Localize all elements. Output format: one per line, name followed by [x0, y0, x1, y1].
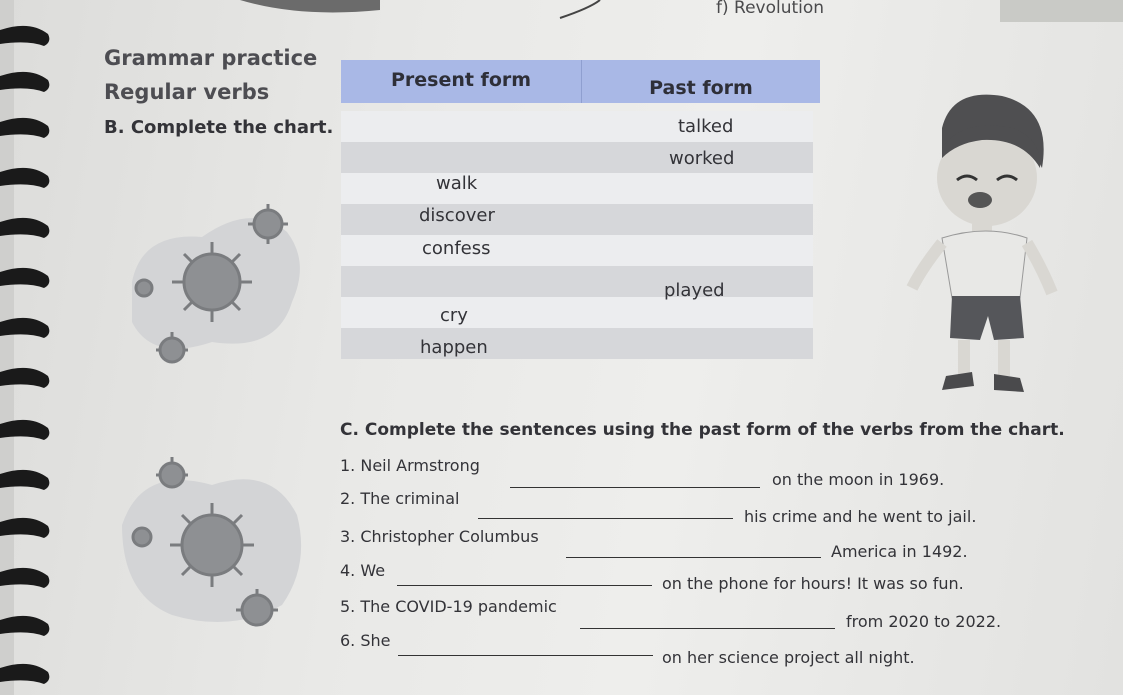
chart-row [341, 297, 813, 328]
sentence-1-end: on the moon in 1969. [772, 470, 945, 489]
present-form-cell: confess [422, 238, 491, 259]
chart-row [341, 204, 813, 235]
present-form-cell: cry [440, 305, 468, 326]
section-c-title: C. Complete the sentences using the past form of the verbs from the chart. [340, 420, 1065, 440]
sentence-3-start: 3. Christopher Columbus [340, 527, 539, 546]
crying-boy-illustration [902, 88, 1062, 398]
chart-row [341, 266, 813, 297]
sentence-5-end: from 2020 to 2022. [846, 612, 1002, 631]
top-strip-decoration [0, 0, 1123, 22]
past-form-header: Past form [581, 60, 820, 103]
sentence-5-blank[interactable] [580, 628, 835, 629]
chart-row [341, 142, 813, 173]
present-form-cell: walk [436, 173, 478, 194]
sentence-4-start: 4. We [340, 561, 386, 580]
virus-illustration [112, 455, 312, 635]
present-form-header: Present form [341, 60, 581, 103]
sentence-6-start: 6. She [340, 631, 391, 650]
sentence-6-blank[interactable] [398, 655, 653, 656]
chart-row [341, 328, 813, 359]
past-form-cell: worked [669, 148, 735, 169]
past-form-cell: talked [678, 116, 734, 137]
spiral-binding [0, 0, 60, 695]
section-b-title: B. Complete the chart. [104, 117, 334, 138]
past-form-cell: played [664, 280, 725, 301]
sentence-6-end: on her science project all night. [662, 648, 915, 667]
verb-chart [341, 60, 819, 374]
present-form-cell: happen [420, 337, 488, 358]
sentence-5-start: 5. The COVID-19 pandemic [340, 597, 557, 616]
regular-verbs-title: Regular verbs [104, 80, 270, 104]
sentence-1-start: 1. Neil Armstrong [340, 456, 480, 475]
chart-row [341, 111, 813, 142]
sentence-1-blank[interactable] [510, 487, 760, 488]
sentence-3-end: America in 1492. [831, 542, 968, 561]
chart-row [341, 235, 813, 266]
sentence-4-blank[interactable] [397, 585, 652, 586]
sentence-2-end: his crime and he went to jail. [744, 507, 977, 526]
top-strip-item: f) Revolution [716, 0, 825, 18]
sentence-2-blank[interactable] [478, 518, 733, 519]
sentence-3-blank[interactable] [566, 557, 821, 558]
present-form-cell: discover [419, 205, 495, 226]
grammar-practice-title: Grammar practice [104, 46, 318, 70]
virus-illustration [112, 192, 312, 372]
chart-row [341, 173, 813, 204]
sentence-2-start: 2. The criminal [340, 489, 460, 508]
sentence-4-end: on the phone for hours! It was so fun. [662, 574, 964, 593]
